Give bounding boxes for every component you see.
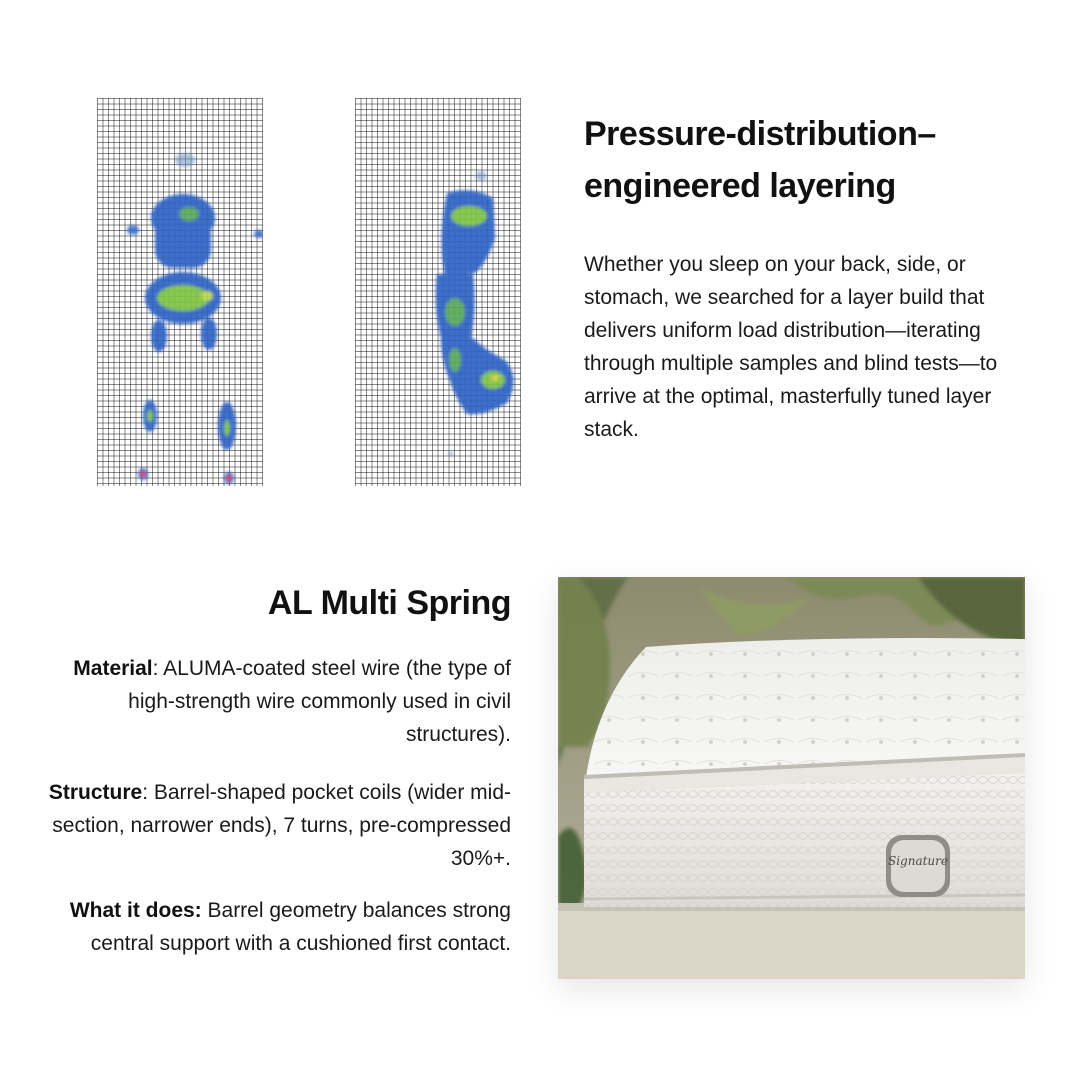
mattress-illustration xyxy=(558,577,1025,979)
pressure-section-heading: Pressure-distribution–engineered layering xyxy=(584,115,936,205)
spec-function-text: Barrel geometry balances strong central support with a cushioned first contact. xyxy=(90,899,511,955)
spec-function-label: What it does: xyxy=(69,899,202,922)
spec-material-label: Material xyxy=(73,657,153,680)
spec-material-text: : ALUMA-coated steel wire (the type of high-strength wire commonly used in civil structures). xyxy=(128,657,511,746)
mattress-badge-text: Signature xyxy=(887,854,949,868)
pressure-map-back-sleeper xyxy=(97,98,263,486)
side-sleeper-heatmap xyxy=(355,98,521,486)
spring-section-heading: AL Multi Spring xyxy=(267,584,511,622)
pressure-map-side-sleeper xyxy=(355,98,521,486)
spec-function xyxy=(41,894,511,960)
spec-structure xyxy=(41,776,511,875)
spec-structure-label: Structure xyxy=(48,781,143,804)
spec-material xyxy=(41,652,511,751)
mattress-photo xyxy=(558,577,1025,979)
spec-structure-text: : Barrel-shaped pocket coils (wider mid-section, narrower ends), 7 turns, pre-compressed 30%+. xyxy=(52,781,511,870)
back-sleeper-heatmap xyxy=(97,98,263,486)
pressure-section-body: Whether you sleep on your back, side, or stomach, we searched for a layer build that delivers uniform load distribution—iterating through multiple samples and blind tests—to arrive at the optimal, masterfully tuned layer stack. xyxy=(584,253,998,441)
